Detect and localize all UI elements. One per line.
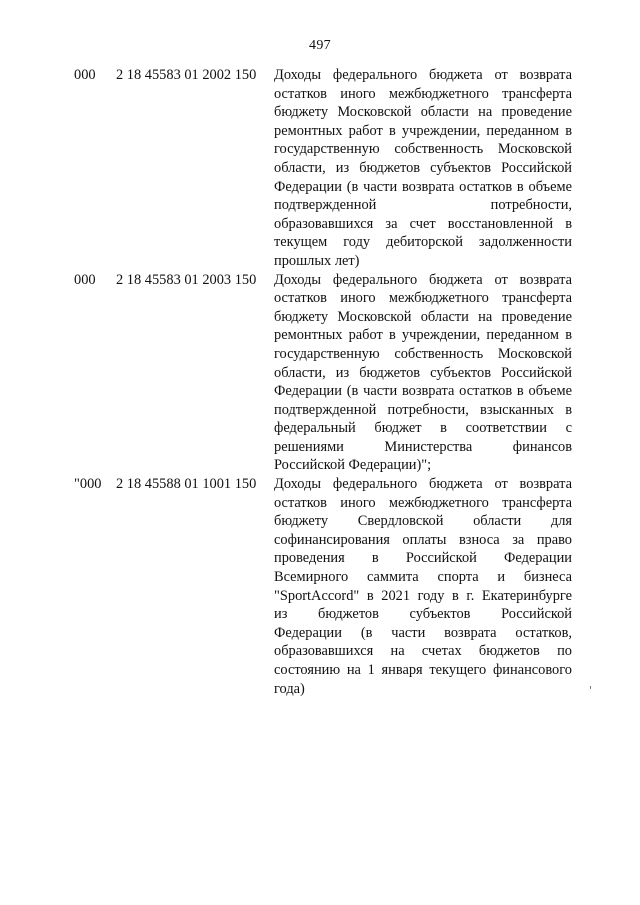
description-line: Федерации (в части возврата остатков в объеме <box>274 178 572 195</box>
description-line: государственную собственность Московской <box>274 141 572 158</box>
description-line: остатков иного межбюджетного трансферта <box>274 494 572 511</box>
table-row <box>0 66 640 271</box>
description-line: области, из бюджетов субъектов Российской <box>274 159 572 176</box>
description-line: подтвержденной потребности, <box>274 197 572 214</box>
description-line: Всемирного саммита спорта и бизнеса <box>274 569 572 586</box>
description-line: Доходы федерального бюджета от возврата <box>274 67 572 83</box>
description-line: года) <box>274 680 305 697</box>
description-line: подтвержденной потребности, взысканных в <box>274 401 572 418</box>
description-line: Доходы федерального бюджета от возврата <box>274 271 572 288</box>
budget-code: 2 18 45588 01 1001 150 <box>116 476 257 493</box>
description-line: из бюджетов субъектов Российской <box>274 606 572 623</box>
description-line: проведения в Российской Федерации <box>274 550 572 567</box>
description-line: государственную собственность Московской <box>274 345 572 362</box>
description-line: ремонтных работ в учреждении, переданном в <box>274 327 572 344</box>
description-line: образовавшихся на счетах бюджетов по <box>274 643 572 660</box>
description-line: остатков иного межбюджетного трансферта <box>274 85 572 102</box>
budget-code: 2 18 45583 01 2002 150 <box>116 67 257 83</box>
description-line: Федерации (в части возврата остатков в объеме <box>274 383 572 400</box>
description-line: бюджету Московской области на проведение <box>274 104 572 121</box>
description-line: бюджету Московской области на проведение <box>274 308 572 325</box>
admin-code: "000 <box>74 476 102 493</box>
description-line: прошлых лет) <box>274 252 360 269</box>
description-line: Федерации (в части возврата остатков, <box>274 624 572 641</box>
page-number: 497 <box>309 38 331 53</box>
description <box>274 66 572 271</box>
description <box>274 475 572 698</box>
scan-speck <box>590 686 591 689</box>
description-line: ремонтных работ в учреждении, переданном в <box>274 122 572 139</box>
description-line: образовавшихся за счет восстановленной в <box>274 215 572 232</box>
budget-classification-table <box>0 66 640 698</box>
budget-code: 2 18 45583 01 2003 150 <box>116 271 257 288</box>
table-row <box>0 271 640 476</box>
description-line: состоянию на 1 января текущего финансового <box>274 662 572 678</box>
description-line: текущем году дебиторской задолженности <box>274 234 572 251</box>
description-line: федеральный бюджет в соответствии с <box>274 420 572 437</box>
table-row <box>0 475 640 698</box>
description-line: остатков иного межбюджетного трансферта <box>274 290 572 307</box>
admin-code: 000 <box>74 271 96 288</box>
description <box>274 271 572 476</box>
description-line: бюджету Свердловской области для <box>274 513 572 530</box>
description-line: "SportAccord" в 2021 году в г. Екатеринбурге <box>274 587 572 604</box>
description-line: Российской Федерации)"; <box>274 457 432 474</box>
admin-code: 000 <box>74 67 96 83</box>
description-line: софинансирования оплаты взноса за право <box>274 531 572 548</box>
description-line: решениями Министерства финансов <box>274 438 572 455</box>
description-line: области, из бюджетов субъектов Российской <box>274 364 572 381</box>
description-line: Доходы федерального бюджета от возврата <box>274 476 572 493</box>
